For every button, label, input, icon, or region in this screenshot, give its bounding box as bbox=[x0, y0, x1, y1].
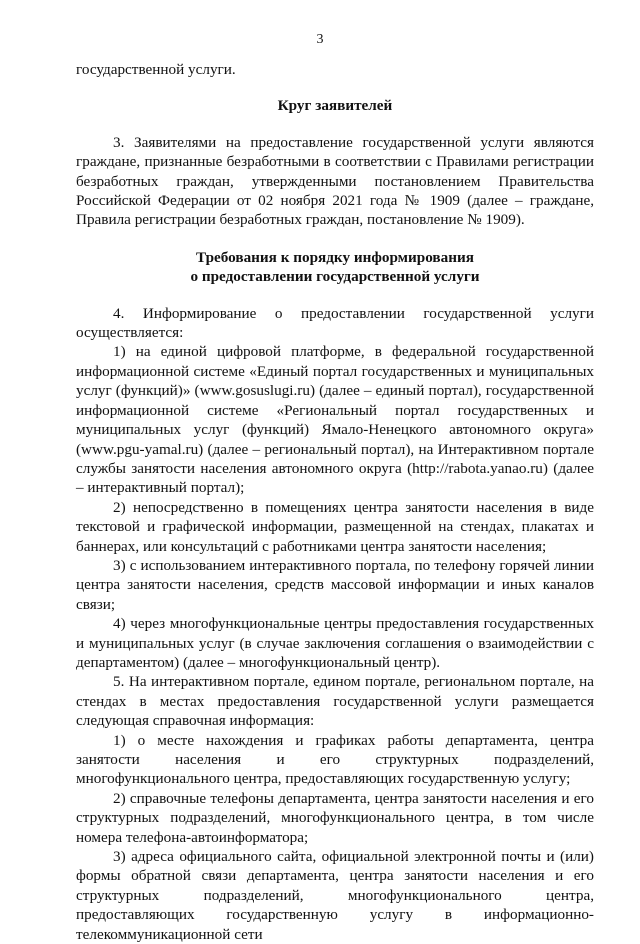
paragraph-4-item-4: 4) через многофункциональные центры предоставления государственных и муниципальных услуг (в случае заключения соглашения о взаимодействии с департаментом) (далее – многофункциональный центр). bbox=[76, 615, 594, 671]
paragraph-5: 5. На интерактивном портале, едином портале, региональном портале, на стендах в местах предоставления государственной услуги размещается следующая справочная информация: bbox=[76, 673, 594, 730]
section-heading-applicants: Круг заявителей bbox=[277, 97, 393, 115]
paragraph-4-item-1: 1) на единой цифровой платформе, в федеральной государственной информационной системе «Единый портал государственных и муниципальных услуг (функций)» (www.gosuslugi.ru) (далее – единый портал), государственной информационной системе «Региональный портал государственных и муниципальных услуг (функций) Ямало-Ненецкого автономного округа» (www.pgu-yamal.ru) (далее – региональный портал), на Интерактивном портале службы занятости населения автономного округа (http://rabota.yanao.ru) (далее – интерактивный портал); bbox=[76, 343, 594, 497]
page-number: 3 bbox=[316, 32, 324, 47]
paragraph-4-item-2: 2) непосредственно в помещениях центра занятости населения в виде текстовой и графической информации, размещенной на стендах, плакатах и баннерах, или консультаций с работниками центра занятости населения; bbox=[76, 498, 594, 555]
intro-fragment: государственной услуги. bbox=[76, 61, 236, 78]
paragraph-4: 4. Информирование о предоставлении государственной услуги осуществляется: bbox=[76, 304, 594, 342]
paragraph-5-item-2: 2) справочные телефоны департамента, центра занятости населения и его структурных подразделений, многофункционального центра, в том числе номера телефона-автоинформатора; bbox=[76, 789, 594, 846]
paragraph-5-item-3: 3) адреса официального сайта, официальной электронной почты и (или) формы обратной связи департамента, центра занятости населения и его структурных подразделений, многофункционального центра, предоставляющих государственную услугу в информационно-телекоммуникационной сети bbox=[76, 848, 594, 943]
paragraph-3: 3. Заявителями на предоставление государственной услуги являются граждане, признанные безработными в соответствии с Правилами регистрации безработных граждан, утвержденными постановлением Правительства Российской Федерации от 02 ноября 2021 года № 1909 (далее – граждане, Правила регистрации безработных граждан, постановление № 1909). bbox=[76, 133, 594, 229]
heading-line-2: о предоставлении государственной услуги bbox=[190, 268, 480, 286]
heading-line-1: Требования к порядку информирования bbox=[196, 248, 474, 266]
paragraph-4-item-3: 3) с использованием интерактивного портала, по телефону горячей линии центра занятости населения, средств массовой информации и иных каналов связи; bbox=[76, 556, 594, 613]
paragraph-5-item-1: 1) о месте нахождения и графиках работы департамента, центра занятости населения и его структурных подразделений, многофункционального центра, предоставляющих государственную услугу; bbox=[76, 731, 594, 788]
document-body bbox=[76, 60, 594, 944]
section-heading-information-requirements bbox=[76, 248, 594, 287]
